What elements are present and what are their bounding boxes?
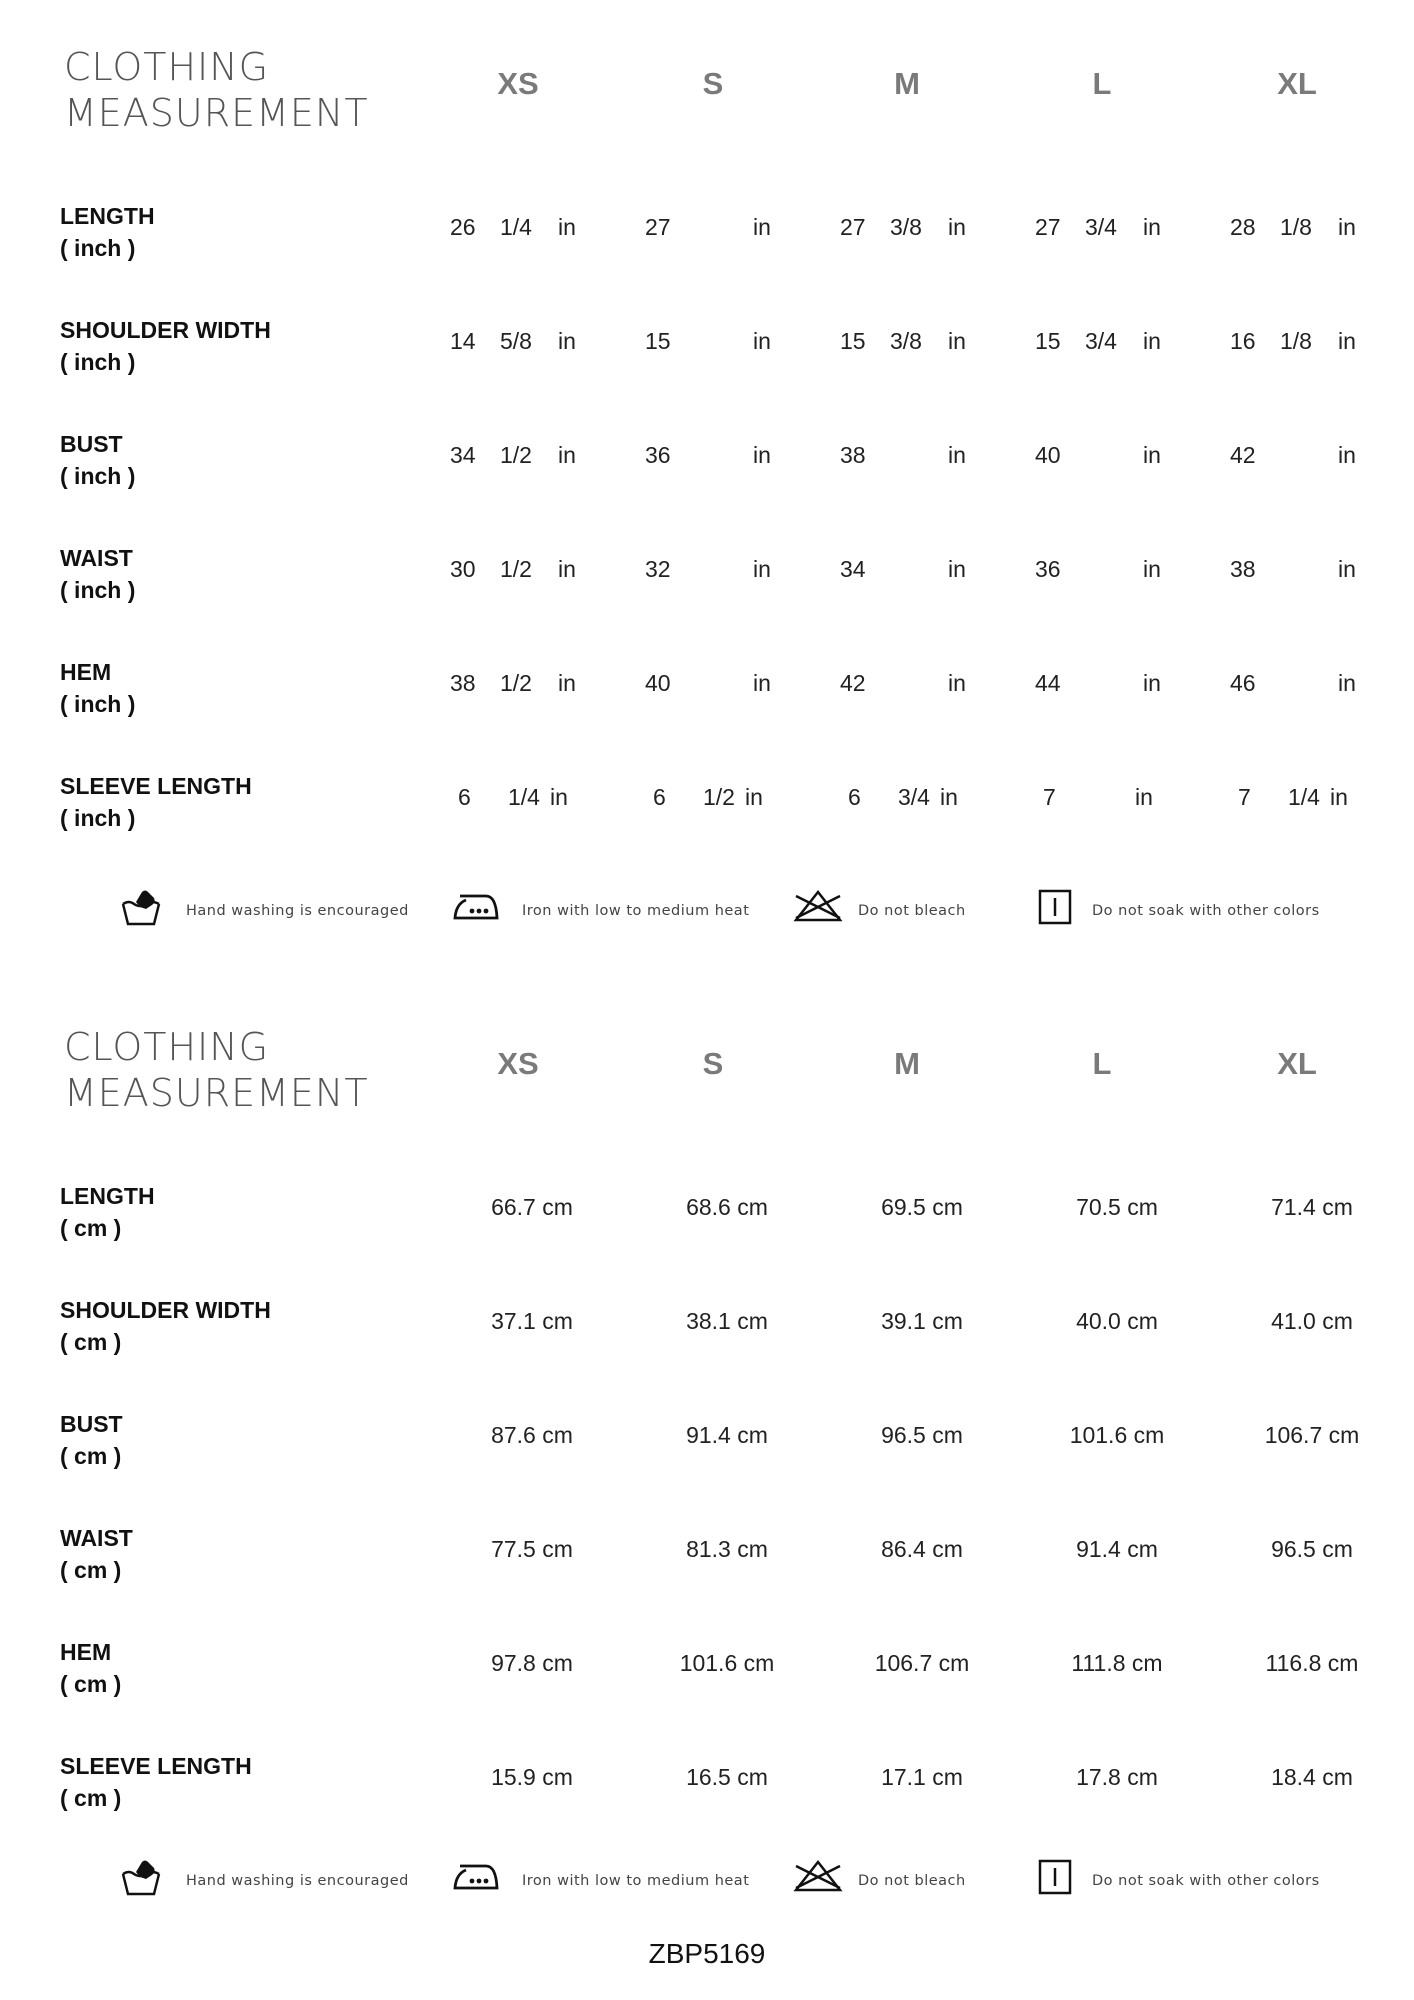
unit-label: ( inch ) <box>60 805 136 831</box>
whole-number: 34 <box>450 442 476 468</box>
whole-number: 40 <box>1035 442 1061 468</box>
care-text: Hand washing is encouraged <box>186 903 409 919</box>
measure-name: SLEEVE LENGTH <box>60 773 252 799</box>
unit: in <box>948 328 966 354</box>
value-cell: 86.4 cm <box>881 1536 963 1562</box>
whole-number: 7 <box>1238 784 1251 810</box>
value-cell: 71.4 cm <box>1271 1194 1353 1220</box>
unit: in <box>753 670 771 696</box>
care-text: Iron with low to medium heat <box>522 903 750 919</box>
unit-label: ( cm ) <box>60 1443 122 1469</box>
fraction: 1/2 <box>500 670 532 696</box>
fraction: 1/2 <box>500 442 532 468</box>
unit: in <box>550 784 568 810</box>
value-cell: 16.5 cm <box>686 1764 768 1790</box>
value-cell: 18.4 cm <box>1271 1764 1353 1790</box>
value-cell: 70.5 cm <box>1076 1194 1158 1220</box>
value-cell <box>450 556 610 588</box>
unit-label: ( inch ) <box>60 577 136 603</box>
value-cell: 38.1 cm <box>686 1308 768 1334</box>
unit: in <box>558 442 576 468</box>
unit: in <box>1338 328 1356 354</box>
whole-number: 42 <box>840 670 866 696</box>
unit: in <box>1330 784 1348 810</box>
unit-label: ( inch ) <box>60 691 136 717</box>
fraction: 3/8 <box>890 328 922 354</box>
value-cell <box>840 328 1000 360</box>
size-header-xs: XS <box>497 66 539 101</box>
unit: in <box>558 328 576 354</box>
value-cell: 91.4 cm <box>1076 1536 1158 1562</box>
row-label <box>60 1522 133 1586</box>
whole-number: 40 <box>645 670 671 696</box>
whole-number: 27 <box>840 214 866 240</box>
unit: in <box>948 214 966 240</box>
value-cell <box>1035 214 1195 246</box>
size-header-xs: XS <box>497 1046 539 1081</box>
fraction: 3/4 <box>1085 328 1117 354</box>
whole-number: 27 <box>645 214 671 240</box>
value-cell: 17.1 cm <box>881 1764 963 1790</box>
whole-number: 16 <box>1230 328 1256 354</box>
row-label <box>60 542 135 606</box>
whole-number: 34 <box>840 556 866 582</box>
care-text: Do not bleach <box>858 903 966 919</box>
unit: in <box>1338 442 1356 468</box>
value-cell <box>450 328 610 360</box>
measure-name: LENGTH <box>60 203 155 229</box>
unit: in <box>1338 556 1356 582</box>
value-cell <box>645 442 805 474</box>
value-cell: 81.3 cm <box>686 1536 768 1562</box>
fraction: 3/4 <box>898 784 930 810</box>
value-cell <box>1035 442 1195 474</box>
value-cell: 101.6 cm <box>679 1650 775 1676</box>
unit: in <box>753 442 771 468</box>
fraction: 1/4 <box>508 784 540 810</box>
product-code: ZBP5169 <box>648 1938 766 1969</box>
whole-number: 30 <box>450 556 476 582</box>
unit-label: ( cm ) <box>60 1557 122 1583</box>
whole-number: 42 <box>1230 442 1256 468</box>
value-cell: 41.0 cm <box>1271 1308 1353 1334</box>
whole-number: 32 <box>645 556 671 582</box>
care-text: Do not soak with other colors <box>1092 903 1320 919</box>
whole-number: 7 <box>1043 784 1056 810</box>
value-cell: 101.6 cm <box>1069 1422 1165 1448</box>
care-text: Do not bleach <box>858 1873 966 1889</box>
value-cell <box>645 328 805 360</box>
unit: in <box>1143 670 1161 696</box>
fraction: 1/8 <box>1280 328 1312 354</box>
size-header-l: L <box>1092 1046 1112 1081</box>
row-label <box>60 770 252 834</box>
unit-label: ( inch ) <box>60 349 136 375</box>
fraction: 3/4 <box>1085 214 1117 240</box>
value-cell <box>450 214 610 246</box>
unit-label: ( inch ) <box>60 463 136 489</box>
value-cell <box>1035 556 1195 588</box>
value-cell: 15.9 cm <box>491 1764 573 1790</box>
row-label <box>60 314 271 378</box>
unit: in <box>1338 214 1356 240</box>
unit: in <box>753 556 771 582</box>
value-cell: 106.7 cm <box>874 1650 970 1676</box>
whole-number: 26 <box>450 214 476 240</box>
whole-number: 38 <box>1230 556 1256 582</box>
unit: in <box>948 556 966 582</box>
value-cell: 106.7 cm <box>1264 1422 1360 1448</box>
row-label <box>60 1750 252 1814</box>
row-label <box>60 1636 121 1700</box>
care-instructions <box>0 880 1414 940</box>
row-label <box>60 1408 123 1472</box>
unit: in <box>1135 784 1153 810</box>
value-cell: 97.8 cm <box>491 1650 573 1676</box>
value-cell: 17.8 cm <box>1076 1764 1158 1790</box>
measure-name: HEM <box>60 659 112 685</box>
whole-number: 36 <box>1035 556 1061 582</box>
value-cell: 39.1 cm <box>881 1308 963 1334</box>
fraction: 3/8 <box>890 214 922 240</box>
whole-number: 38 <box>840 442 866 468</box>
whole-number: 15 <box>840 328 866 354</box>
value-cell <box>1043 784 1203 816</box>
value-cell: 111.8 cm <box>1071 1650 1163 1676</box>
measure-name: SLEEVE LENGTH <box>60 1753 252 1779</box>
unit: in <box>1143 556 1161 582</box>
value-cell <box>1230 670 1390 702</box>
unit-label: ( cm ) <box>60 1671 122 1697</box>
unit-label: ( cm ) <box>60 1215 122 1241</box>
value-cell <box>1230 442 1390 474</box>
whole-number: 14 <box>450 328 476 354</box>
care-text: Iron with low to medium heat <box>522 1873 750 1889</box>
whole-number: 38 <box>450 670 476 696</box>
measure-name: WAIST <box>60 545 133 571</box>
measure-name: LENGTH <box>60 1183 155 1209</box>
measure-name: SHOULDER WIDTH <box>60 1297 271 1323</box>
value-cell <box>645 670 805 702</box>
fraction: 1/4 <box>500 214 532 240</box>
unit: in <box>1338 670 1356 696</box>
unit: in <box>753 214 771 240</box>
size-header-s: S <box>702 66 724 101</box>
title-line-2: MEASUREMENT <box>64 1071 369 1115</box>
value-cell <box>1230 214 1390 246</box>
fraction: 1/8 <box>1280 214 1312 240</box>
row-label <box>60 428 135 492</box>
row-label <box>60 1294 271 1358</box>
measure-name: BUST <box>60 1411 123 1437</box>
value-cell <box>450 442 610 474</box>
unit: in <box>558 556 576 582</box>
unit: in <box>1143 214 1161 240</box>
fraction: 5/8 <box>500 328 532 354</box>
fraction: 1/2 <box>703 784 735 810</box>
unit: in <box>1143 328 1161 354</box>
care-text: Do not soak with other colors <box>1092 1873 1320 1889</box>
value-cell <box>450 670 610 702</box>
section-title <box>64 44 369 136</box>
unit: in <box>1143 442 1161 468</box>
measure-name: WAIST <box>60 1525 133 1551</box>
size-header-m: M <box>894 66 920 101</box>
value-cell <box>1230 328 1390 360</box>
value-cell: 116.8 cm <box>1265 1650 1359 1676</box>
value-cell <box>458 784 618 816</box>
care-text: Hand washing is encouraged <box>186 1873 409 1889</box>
value-cell <box>848 784 1008 816</box>
whole-number: 28 <box>1230 214 1256 240</box>
value-cell: 66.7 cm <box>491 1194 573 1220</box>
fraction: 1/4 <box>1288 784 1320 810</box>
value-cell: 91.4 cm <box>686 1422 768 1448</box>
unit: in <box>558 214 576 240</box>
row-label <box>60 656 135 720</box>
whole-number: 15 <box>645 328 671 354</box>
whole-number: 6 <box>458 784 471 810</box>
row-label <box>60 200 155 264</box>
value-cell: 96.5 cm <box>881 1422 963 1448</box>
whole-number: 15 <box>1035 328 1061 354</box>
unit: in <box>948 670 966 696</box>
size-header-m: M <box>894 1046 920 1081</box>
value-cell: 77.5 cm <box>491 1536 573 1562</box>
value-cell: 96.5 cm <box>1271 1536 1353 1562</box>
unit: in <box>745 784 763 810</box>
size-header-xl: XL <box>1277 66 1317 101</box>
size-header-s: S <box>702 1046 724 1081</box>
value-cell <box>645 214 805 246</box>
value-cell <box>653 784 813 816</box>
value-cell <box>1035 328 1195 360</box>
title-line-1: CLOTHING <box>64 1025 270 1069</box>
value-cell: 37.1 cm <box>491 1308 573 1334</box>
unit-label: ( cm ) <box>60 1329 122 1355</box>
whole-number: 6 <box>653 784 666 810</box>
unit: in <box>948 442 966 468</box>
title-line-1: CLOTHING <box>64 45 270 89</box>
value-cell <box>840 442 1000 474</box>
value-cell: 69.5 cm <box>881 1194 963 1220</box>
measure-name: BUST <box>60 431 123 457</box>
measure-name: SHOULDER WIDTH <box>60 317 271 343</box>
value-cell <box>1230 556 1390 588</box>
unit-label: ( cm ) <box>60 1785 122 1811</box>
value-cell: 68.6 cm <box>686 1194 768 1220</box>
value-cell <box>645 556 805 588</box>
size-header-xl: XL <box>1277 1046 1317 1081</box>
value-cell: 87.6 cm <box>491 1422 573 1448</box>
unit-label: ( inch ) <box>60 235 136 261</box>
unit: in <box>558 670 576 696</box>
measure-name: HEM <box>60 1639 112 1665</box>
whole-number: 36 <box>645 442 671 468</box>
care-instructions <box>0 1850 1414 1910</box>
row-label <box>60 1180 155 1244</box>
value-cell <box>840 556 1000 588</box>
value-cell <box>1035 670 1195 702</box>
title-line-2: MEASUREMENT <box>64 91 369 135</box>
value-cell <box>840 670 1000 702</box>
value-cell: 40.0 cm <box>1076 1308 1158 1334</box>
value-cell <box>840 214 1000 246</box>
whole-number: 27 <box>1035 214 1061 240</box>
whole-number: 46 <box>1230 670 1256 696</box>
size-header-l: L <box>1092 66 1112 101</box>
fraction: 1/2 <box>500 556 532 582</box>
value-cell <box>1238 784 1398 816</box>
unit: in <box>753 328 771 354</box>
unit: in <box>940 784 958 810</box>
whole-number: 6 <box>848 784 861 810</box>
whole-number: 44 <box>1035 670 1061 696</box>
section-title <box>64 1024 369 1116</box>
